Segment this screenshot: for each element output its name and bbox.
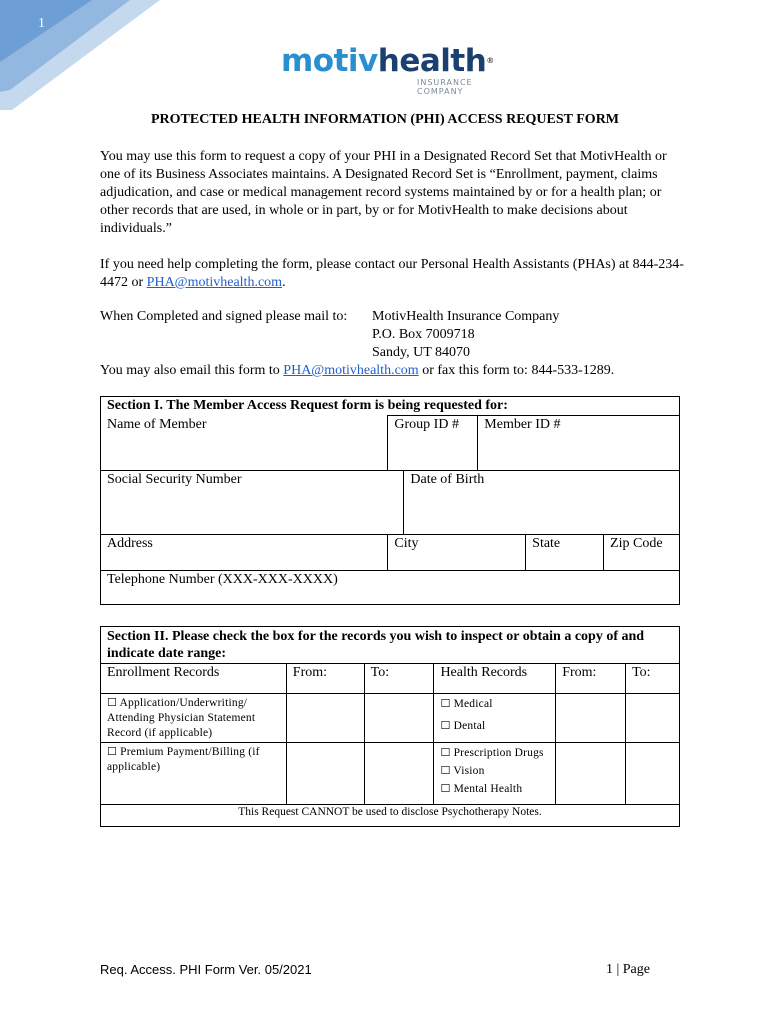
city-field[interactable]: City: [388, 535, 526, 571]
health-item-vision[interactable]: ☐ Vision: [440, 764, 485, 777]
checkbox-icon[interactable]: ☐: [107, 696, 118, 709]
member-id-field[interactable]: Member ID #: [478, 416, 680, 471]
help-paragraph: If you need help completing the form, please contact our Personal Health Assistants (PHAs) at 844-234-4472 or PHA@motivhealth.com.: [100, 257, 684, 290]
form-title: PROTECTED HEALTH INFORMATION (PHI) ACCESS REQUEST FORM: [150, 112, 620, 127]
checkbox-icon: ☐: [440, 782, 451, 795]
checkbox-icon: ☐: [440, 719, 451, 732]
member-name-field[interactable]: Name of Member: [101, 416, 388, 471]
enrollment-from-input-1[interactable]: [286, 694, 364, 743]
corner-decoration: [0, 0, 160, 110]
enrollment-records-header: Enrollment Records: [101, 664, 287, 694]
mail-instructions: When Completed and signed please mail to: MotivHealth Insurance Company P.O. Box 7009718 Sandy, UT 84070: [100, 309, 560, 360]
enrollment-item-application[interactable]: ☐ Application/Underwriting/ Attending Physician Statement Record (if applicable): [101, 694, 287, 743]
checkbox-icon[interactable]: ☐: [107, 745, 118, 758]
motivhealth-logo: motivhealth® INSURANCE COMPANY: [281, 43, 494, 96]
section1-heading: Section I. The Member Access Request form is being requested for:: [101, 397, 680, 416]
email-fax-line: You may also email this form to PHA@motivhealth.com or fax this form to: 844-533-1289.: [100, 363, 615, 378]
enrollment-to-input-2[interactable]: [364, 743, 434, 805]
health-to-input-1[interactable]: [626, 694, 680, 743]
health-item-dental[interactable]: ☐ Dental: [440, 719, 486, 732]
health-item-prescription[interactable]: ☐ Prescription Drugs: [440, 746, 544, 759]
enrollment-from-input-2[interactable]: [286, 743, 364, 805]
enrollment-item-premium[interactable]: ☐ Premium Payment/Billing (if applicable): [101, 743, 287, 805]
health-item-mental-health[interactable]: ☐ Mental Health: [440, 782, 523, 795]
page-corner-number: 1: [38, 16, 45, 31]
section2-heading: Section II. Please check the box for the records you wish to inspect or obtain a copy of and indicate date range:: [101, 627, 680, 664]
zip-field[interactable]: Zip Code: [604, 535, 680, 571]
health-from-input-2[interactable]: [556, 743, 626, 805]
health-from-input-1[interactable]: [556, 694, 626, 743]
checkbox-icon: ☐: [440, 746, 451, 759]
health-items-group-1: [434, 694, 556, 743]
intro-paragraph: You may use this form to request a copy of your PHI in a Designated Record Set that MotivHealth or one of its Business Associates maintains. A Designated Record Set is “Enrollment, payment, claims adjudication, and case or medical management record systems maintained by or for a health plan; or other records that are used, in whole or in part, by or for MotivHealth to make decisions about individuals.”: [100, 149, 667, 236]
group-id-field[interactable]: Group ID #: [388, 416, 478, 471]
ssn-field[interactable]: Social Security Number: [101, 471, 404, 535]
section2-table: [100, 626, 680, 827]
address-field[interactable]: Address: [101, 535, 388, 571]
footer-form-version: Req. Access. PHI Form Ver. 05/2021: [100, 962, 312, 977]
psychotherapy-note: This Request CANNOT be used to disclose Psychotherapy Notes.: [101, 805, 680, 827]
enrollment-to-header: To:: [364, 664, 434, 694]
health-to-input-2[interactable]: [626, 743, 680, 805]
state-field[interactable]: State: [526, 535, 604, 571]
health-from-header: From:: [556, 664, 626, 694]
dob-field[interactable]: Date of Birth: [404, 471, 680, 535]
checkbox-icon: ☐: [440, 764, 451, 777]
checkbox-icon: ☐: [440, 697, 451, 710]
health-records-header: Health Records: [434, 664, 556, 694]
health-to-header: To:: [626, 664, 680, 694]
section1-table: [100, 396, 680, 605]
health-item-medical[interactable]: ☐ Medical: [440, 697, 493, 710]
phone-field[interactable]: Telephone Number (XXX-XXX-XXXX): [101, 571, 680, 605]
health-items-group-2: [434, 743, 556, 805]
enrollment-from-header: From:: [286, 664, 364, 694]
email-link[interactable]: PHA@motivhealth.com: [283, 363, 419, 378]
footer-page-number: 1 | Page: [605, 962, 650, 977]
help-email-link[interactable]: PHA@motivhealth.com: [146, 275, 283, 290]
enrollment-to-input-1[interactable]: [364, 694, 434, 743]
